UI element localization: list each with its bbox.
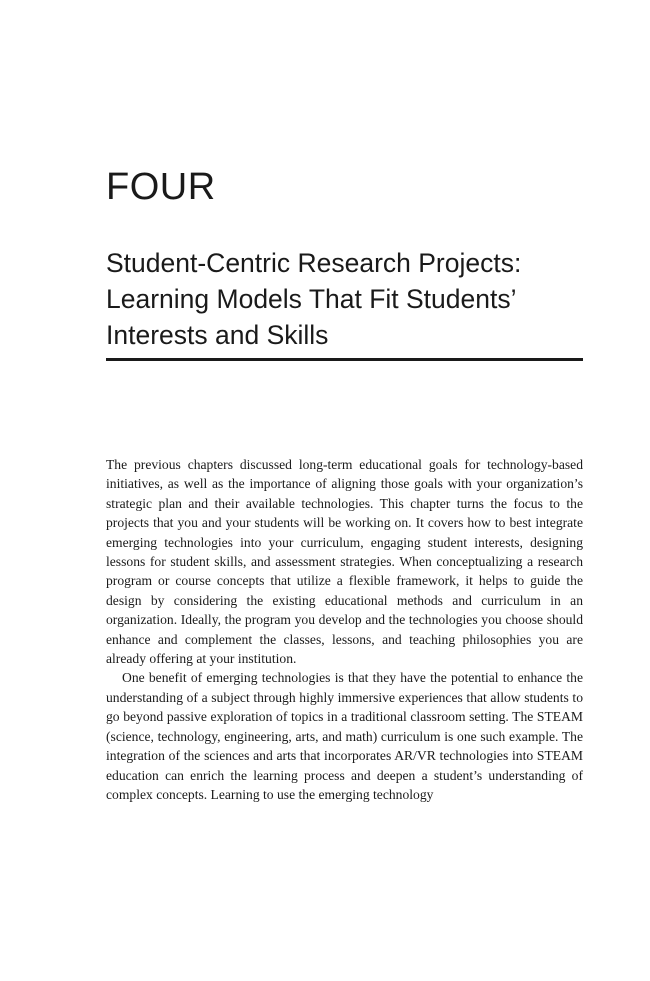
title-divider: [106, 358, 583, 361]
chapter-title-line: Learning Models That Fit Students’: [106, 284, 517, 314]
body-text: [106, 455, 583, 804]
chapter-title-line: Student-Centric Research Projects:: [106, 248, 522, 278]
chapter-title: [106, 245, 586, 353]
chapter-title-line: Interests and Skills: [106, 320, 329, 350]
paragraph: One benefit of emerging technologies is that they have the potential to enhance the understanding of a subject through highly immersive experiences that allow students to go beyond passive exploration of topics in a traditional classroom setting. The STEAM (science, technology, engineering, arts, and math) curriculum is one such example. The integration of the sciences and arts that incorporates AR/VR technologies into STEAM education can enrich the learning process and deepen a student’s understanding of complex concepts. Learning to use the emerging technology: [106, 670, 583, 802]
paragraph: The previous chapters discussed long-term educational goals for technology-based initiatives, as well as the importance of aligning those goals with your organization’s strategic plan and their available technologies. This chapter turns the focus to the projects that you and your students will be working on. It covers how to best integrate emerging technologies into your curriculum, engaging student interests, designing lessons for student skills, and assessment strategies. When conceptualizing a research program or course concepts that utilize a flexible framework, it helps to guide the design by considering the existing educational methods and curriculum in an organization. Ideally, the program you develop and the technologies you choose should enhance and complement the classes, lessons, and teaching philosophies you are already offering at your institution.: [106, 457, 583, 667]
chapter-number: FOUR: [106, 166, 216, 208]
